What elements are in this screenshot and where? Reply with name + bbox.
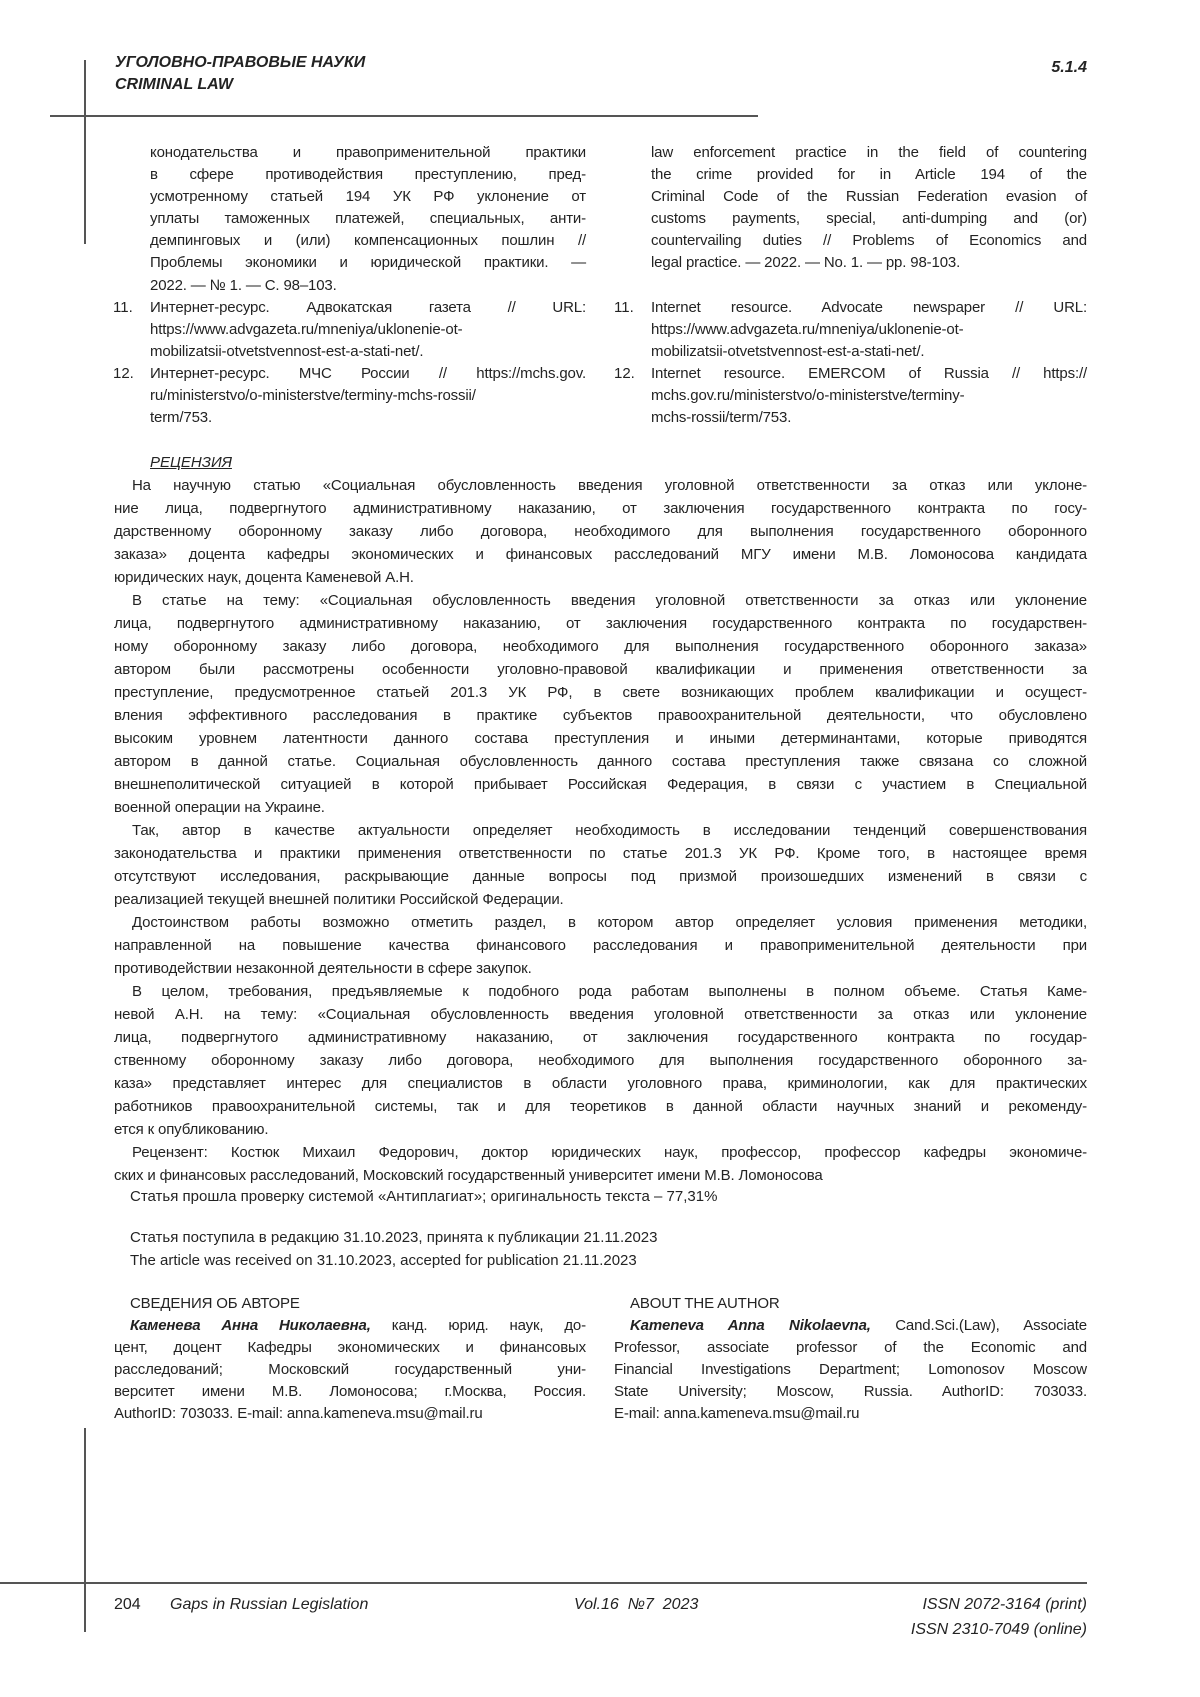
author-heading: ABOUT THE AUTHOR <box>614 1293 1087 1315</box>
review-line: преступление, предусмотренное статьей 201.3 УК РФ, в свете возникающих проблем квалификации и осущест- <box>114 681 1087 704</box>
review-line: вления эффективного расследования в практике субъектов правоохранительной деятельности, что обусловлено <box>114 704 1087 727</box>
reference-number: 12. <box>113 363 134 385</box>
review-line: высоким уровнем латентности данного состава преступления и иными детерминантами, которые приводятся <box>114 727 1087 750</box>
reference-line: legal practice. — 2022. — No. 1. — pp. 98-103. <box>651 252 1087 274</box>
author-first-line <box>614 1315 1087 1337</box>
author-line: E-mail: anna.kameneva.msu@mail.ru <box>614 1403 1087 1425</box>
running-header <box>115 52 365 96</box>
review-line: юридических наук, доцента Каменевой А.Н. <box>114 566 1087 589</box>
author-credentials: Cand.Sci.(Law), Associate <box>895 1317 1087 1334</box>
author-name: Kameneva Anna Nikolaevna, <box>630 1317 871 1334</box>
section-title-ru: УГОЛОВНО-ПРАВОВЫЕ НАУКИ <box>115 52 365 74</box>
review-body <box>114 474 1087 1187</box>
header-horizontal-rule <box>50 115 758 117</box>
issue-info: Vol.16 №7 2023 <box>574 1593 698 1617</box>
review-paragraph <box>114 1141 1087 1187</box>
author-line: State University; Moscow, Russia. AuthorID: 703033. <box>614 1381 1087 1403</box>
reference-item <box>150 142 586 297</box>
author-name: Каменева Анна Николаевна, <box>130 1317 371 1334</box>
reference-item <box>651 142 1087 275</box>
review-line: направленной на повышение качества финансового расследования и правоприменительной деятельности при <box>114 934 1087 957</box>
issn-online: ISSN 2310-7049 (online) <box>911 1618 1087 1642</box>
author-line: AuthorID: 703033. E-mail: anna.kameneva.msu@mail.ru <box>114 1403 586 1425</box>
review-line: автором в данной статье. Социальная обусловленность данного состава преступления также связана со сложной <box>114 750 1087 773</box>
reference-item <box>150 297 586 363</box>
reference-number: 11. <box>113 297 133 319</box>
author-heading: СВЕДЕНИЯ ОБ АВТОРЕ <box>114 1293 586 1315</box>
author-line: верситет имени М.В. Ломоносова; г.Москва, Россия. <box>114 1381 586 1403</box>
reference-line: https://www.advgazeta.ru/mneniya/uklonenie-ot- <box>651 319 1087 341</box>
reference-line: Проблемы экономики и юридической практики. — <box>150 252 586 274</box>
review-line: автором были рассмотрены особенности уголовно-правовой квалификации и применения ответственности за <box>114 658 1087 681</box>
review-line: В целом, требования, предъявляемые к подобного рода работам выполнены в полном объеме. Статья Каме- <box>114 980 1087 1003</box>
review-line: каза» представляет интерес для специалистов в области уголовного права, криминологии, как для практических <box>114 1072 1087 1095</box>
reference-line: mobilizatsii-otvetstvennost-est-a-stati-net/. <box>651 341 1087 363</box>
issn-print: ISSN 2072-3164 (print) <box>922 1593 1087 1617</box>
antiplagiat-note: Статья прошла проверку системой «Антиплагиат»; оригинальность текста – 77,31% <box>130 1186 717 1208</box>
reference-item <box>150 363 586 429</box>
review-line: ному оборонному заказу либо договора, необходимого для выполнения государственного оборонного заказа» <box>114 635 1087 658</box>
reference-line: Интернет-ресурс. МЧС России // https://mchs.gov. <box>150 363 586 385</box>
review-line: Так, автор в качестве актуальности определяет необходимость в исследовании тенденций совершенствования <box>114 819 1087 842</box>
review-line: дарственному оборонному заказу либо договора, необходимого для выполнения государственного оборонного <box>114 520 1087 543</box>
reference-item <box>651 297 1087 363</box>
review-line: работников правоохранительной системы, так и для теоретиков в данной области научных знаний и рекоменду- <box>114 1095 1087 1118</box>
author-line: расследований; Московский государственный уни- <box>114 1359 586 1381</box>
footer-horizontal-rule <box>0 1582 1087 1584</box>
references-en <box>651 142 1087 429</box>
review-line: ственному оборонному заказу либо договора, необходимого для выполнения государственного оборонного за- <box>114 1049 1087 1072</box>
author-line: цент, доцент Кафедры экономических и финансовых <box>114 1337 586 1359</box>
reference-line: Internet resource. EMERCOM of Russia // https:// <box>651 363 1087 385</box>
reference-line: уплаты таможенных платежей, специальных, анти- <box>150 208 586 230</box>
reference-line: ru/ministerstvo/o-ministerstve/terminy-mchs-rossii/ <box>150 385 586 407</box>
reference-line: Интернет-ресурс. Адвокатская газета // URL: <box>150 297 586 319</box>
review-line: ется к опубликованию. <box>114 1118 1087 1141</box>
reference-line: customs payments, special, anti-dumping and (or) <box>651 208 1087 230</box>
reference-line: countervailing duties // Problems of Economics and <box>651 230 1087 252</box>
footer-vertical-rule <box>84 1428 86 1632</box>
review-line: ние лица, подвергнутого административному наказанию, от заключения государственного контракта по госу- <box>114 497 1087 520</box>
review-paragraph <box>114 911 1087 980</box>
reference-line: демпинговых и (или) компенсационных пошлин // <box>150 230 586 252</box>
reference-line: усмотренному статьей 194 УК РФ уклонение от <box>150 186 586 208</box>
review-line: лица, подвергнутого административному наказанию, от заключения государственного контракта по государствен- <box>114 612 1087 635</box>
review-heading <box>150 452 232 474</box>
reference-line: the crime provided for in Article 194 of the <box>651 164 1087 186</box>
author-first-line <box>114 1315 586 1337</box>
review-paragraph <box>114 474 1087 589</box>
review-line: ских и финансовых расследований, Московский государственный университет имени М.В. Ломоносова <box>114 1164 1087 1187</box>
review-line: В статье на тему: «Социальная обусловленность введения уголовной ответственности за отказ или уклонение <box>114 589 1087 612</box>
review-paragraph <box>114 819 1087 911</box>
review-line: Рецензент: Костюк Михаил Федорович, доктор юридических наук, профессор, профессор кафедры экономиче- <box>114 1141 1087 1164</box>
reference-line: law enforcement practice in the field of countering <box>651 142 1087 164</box>
review-line: внешнеполитической ситуацией в которой прибывает Российская Федерация, в связи с участием в Специальной <box>114 773 1087 796</box>
review-line: На научную статью «Социальная обусловленность введения уголовной ответственности за отказ или уклоне- <box>114 474 1087 497</box>
reference-line: mchs-rossii/term/753. <box>651 407 1087 429</box>
review-line: противодействии незаконной деятельности в сфере закупок. <box>114 957 1087 980</box>
reference-number: 12. <box>614 363 635 385</box>
reference-line: конодательства и правоприменительной практики <box>150 142 586 164</box>
author-credentials: канд. юрид. наук, до- <box>392 1317 586 1334</box>
review-line: законодательства и практики применения ответственности по статье 201.3 УК РФ. Кроме того, в настоящее время <box>114 842 1087 865</box>
reference-line: 2022. — № 1. — С. 98–103. <box>150 275 586 297</box>
received-ru: Статья поступила в редакцию 31.10.2023, принята к публикации 21.11.2023 <box>130 1227 657 1249</box>
reference-line: term/753. <box>150 407 586 429</box>
review-line: реализацией текущей внешней политики Российской Федерации. <box>114 888 1087 911</box>
review-line: Достоинством работы возможно отметить раздел, в котором автор определяет условия применения методики, <box>114 911 1087 934</box>
author-line: Financial Investigations Department; Lomonosov Moscow <box>614 1359 1087 1381</box>
received-en: The article was received on 31.10.2023, accepted for publication 21.11.2023 <box>130 1250 637 1272</box>
reference-line: https://www.advgazeta.ru/mneniya/uklonenie-ot- <box>150 319 586 341</box>
reference-line: в сфере противодействия преступлению, пред- <box>150 164 586 186</box>
reference-line: mobilizatsii-otvetstvennost-est-a-stati-net/. <box>150 341 586 363</box>
review-line: заказа» доцента кафедры экономических и финансовых расследований МГУ имени М.В. Ломоносова кандидата <box>114 543 1087 566</box>
review-paragraph <box>114 589 1087 819</box>
review-line: невой А.Н. на тему: «Социальная обусловленность введения уголовной ответственности за отказ или уклонение <box>114 1003 1087 1026</box>
reference-line: mchs.gov.ru/ministerstvo/o-ministerstve/terminy- <box>651 385 1087 407</box>
review-heading-text: РЕЦЕНЗИЯ <box>150 454 232 471</box>
header-vertical-rule <box>84 60 86 244</box>
review-line: отсутствуют исследования, раскрывающие данные вопросы под призмой произошедших изменений в связи с <box>114 865 1087 888</box>
reference-item <box>651 363 1087 429</box>
specialty-code: 5.1.4 <box>1051 57 1087 79</box>
review-paragraph <box>114 980 1087 1141</box>
author-info-en <box>614 1293 1087 1426</box>
author-line: Professor, associate professor of the Economic and <box>614 1337 1087 1359</box>
author-info-ru <box>114 1293 586 1426</box>
references-ru <box>150 142 586 429</box>
reference-number: 11. <box>614 297 634 319</box>
reference-line: Internet resource. Advocate newspaper // URL: <box>651 297 1087 319</box>
page-number: 204 <box>114 1593 141 1617</box>
journal-name: Gaps in Russian Legislation <box>170 1593 368 1617</box>
reference-line: Criminal Code of the Russian Federation evasion of <box>651 186 1087 208</box>
section-title-en: CRIMINAL LAW <box>115 74 365 96</box>
review-line: лица, подвергнутого административному наказанию, от заключения государственного контракта по государ- <box>114 1026 1087 1049</box>
review-line: военной операции на Украине. <box>114 796 1087 819</box>
